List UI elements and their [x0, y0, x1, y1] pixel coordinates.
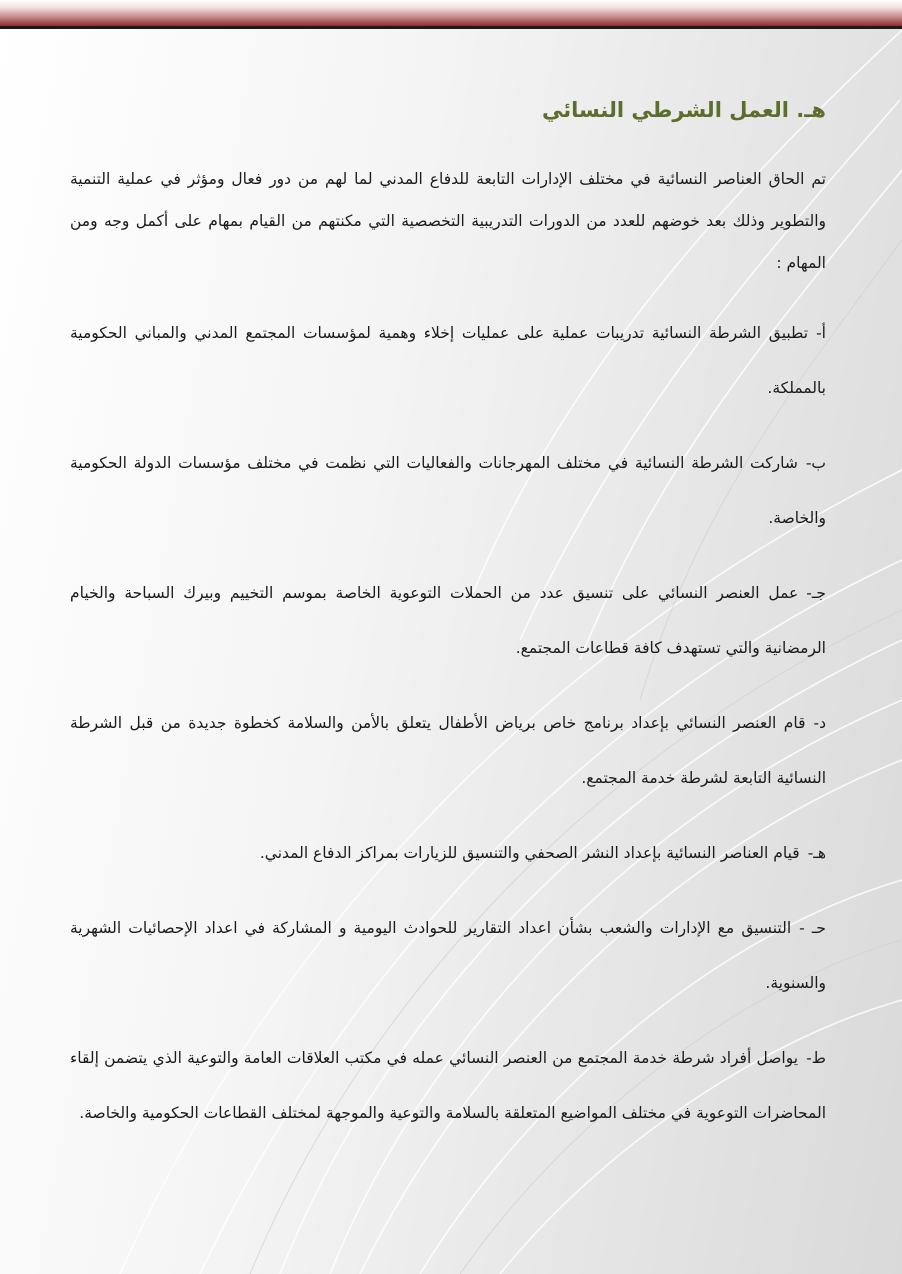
list-item-text: شاركت الشرطة النسائية في مختلف المهرجانات والفعاليات التي نظمت في مختلف مؤسسات الدولة الحكومية والخاصة. — [70, 454, 826, 527]
list-item-text: تطبيق الشرطة النسائية تدريبات عملية على عمليات إخلاء وهمية لمؤسسات المجتمع المدني والمباني الحكومية بالمملكة. — [70, 324, 826, 397]
list-item-marker: ب- — [805, 454, 826, 472]
intro-paragraph: تم الحاق العناصر النسائية في مختلف الإدارات التابعة للدفاع المدني لما لهم من دور فعال ومؤثر في عملية التنمية والتطوير وذلك بعد خوضهم للعدد من الدورات التدريبية التخصصية التي مكنتهم من القيام بمهام على أكمل وجه ومن المهام : — [70, 170, 826, 272]
list-item — [70, 696, 826, 806]
list-item-marker: جـ- — [806, 584, 826, 602]
list-item-marker: هـ- — [807, 844, 826, 862]
list-item-text: قام العنصر النسائي بإعداد برنامج خاص برياض الأطفال يتعلق بالأمن والسلامة كخطوة جديدة من قبل الشرطة النسائية التابعة لشرطة خدمة المجتمع. — [70, 714, 826, 787]
list-item — [70, 1031, 826, 1141]
list-item-text: يواصل أفراد شرطة خدمة المجتمع من العنصر النسائي عمله في مكتب العلاقات العامة والتوعية الذي يتضمن إلقاء المحاضرات التوعوية في مختلف المواضيع المتعلقة بالسلامة والتوعية والموجهة لمختلف القطاعات الحكومية والخاصة. — [70, 1049, 826, 1122]
document-body — [70, 92, 826, 1161]
list-item — [70, 436, 826, 546]
list-item — [70, 901, 826, 1011]
list-item-text: قيام العناصر النسائية بإعداد النشر الصحفي والتنسيق للزيارات بمراكز الدفاع المدني. — [259, 844, 800, 862]
list-item — [70, 826, 826, 881]
section-heading: هـ. العمل الشرطي النسائي — [542, 98, 826, 122]
list-item-text: التنسيق مع الإدارات والشعب بشأن اعداد التقارير للحوادث اليومية و المشاركة في اعداد الإحصائيات الشهرية والسنوية. — [70, 919, 826, 992]
list-item-marker: د- — [813, 714, 826, 732]
list-item-marker: حـ - — [799, 919, 826, 937]
list-item-marker: أ- — [816, 324, 826, 342]
list-item-text: عمل العنصر النسائي على تنسيق عدد من الحملات التوعوية الخاصة بموسم التخييم وبيرك السباحة والخيام الرمضانية والتي تستهدف كافة قطاعات المجتمع. — [70, 584, 826, 657]
list-item — [70, 306, 826, 416]
list-item-marker: ط- — [806, 1049, 826, 1067]
list-item — [70, 566, 826, 676]
